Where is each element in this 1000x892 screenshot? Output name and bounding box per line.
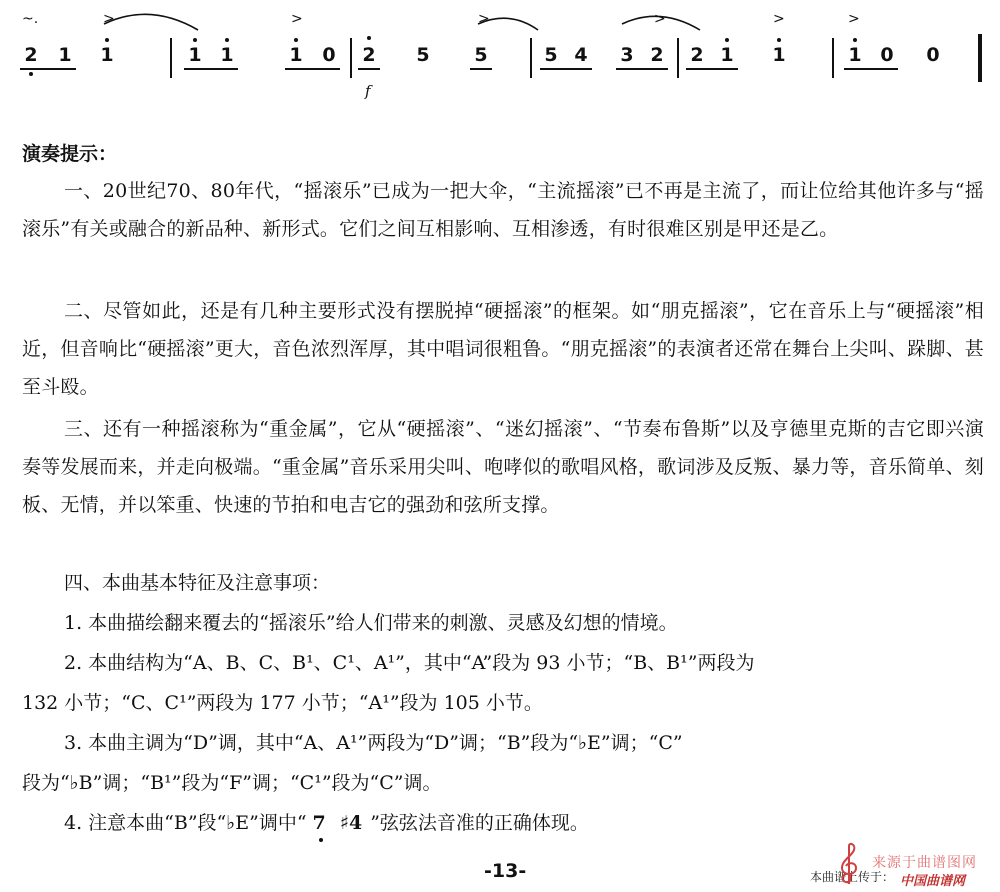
- underline: [20, 68, 76, 70]
- bar-line: [350, 38, 352, 78]
- underline: [358, 68, 380, 70]
- note: 0: [322, 44, 336, 66]
- item-1: 1. 本曲描绘翻来覆去的“摇滚乐”给人们带来的刺激、灵感及幻想的情境。: [64, 612, 678, 634]
- underline: [285, 68, 340, 70]
- brand-watermark: 中国曲谱网: [900, 874, 966, 889]
- bar-line: [677, 38, 679, 78]
- accent-mark: ~.: [22, 11, 39, 27]
- item-4-prefix: 4. 注意本曲“B”段“♭E”调中“: [64, 812, 307, 834]
- note: 1: [58, 44, 72, 66]
- item-3-line-1: 3. 本曲主调为“D”调，其中“A、A¹”两段为“D”调；“B”段为“♭E”调；“C”: [64, 732, 683, 754]
- note: 2: [690, 44, 704, 66]
- item-2-line-2: 132 小节；“C、C¹”两段为 177 小节；“A¹”段为 105 小节。: [22, 692, 543, 714]
- paragraph-2: 二、尽管如此，还是有几种主要形式没有摆脱掉“硬摇滚”的框架。如“朋克摇滚”，它在音乐上与“硬摇滚”相近，但音响比“硬摇滚”更大，音色浓烈浑厚，其中唱词很粗鲁。“朋克摇滚”的表演者还常在舞台上尖叫、跺脚、甚至斗殴。: [22, 300, 984, 398]
- note: 2: [358, 44, 380, 66]
- accent-mark: >: [773, 11, 785, 27]
- accent-mark: >: [654, 11, 666, 27]
- accent-mark: >: [478, 11, 490, 27]
- underline: [686, 68, 738, 70]
- note: 1: [184, 44, 206, 66]
- note: 2: [20, 44, 42, 66]
- underline: [540, 68, 592, 70]
- note: 3: [620, 44, 634, 66]
- accent-mark: >: [848, 11, 860, 27]
- item-4: [64, 808, 589, 838]
- note: 4: [574, 44, 588, 66]
- note: 5: [544, 44, 558, 66]
- notation-note-sharp-4: ♯4: [339, 812, 363, 834]
- dynamic-mark: f: [365, 82, 371, 100]
- underline: [616, 68, 668, 70]
- accent-mark: >: [103, 11, 115, 27]
- item-2-line-1: 2. 本曲结构为“A、B、C、B¹、C¹、A¹”，其中“A”段为 93 小节；“B、B¹”两段为: [64, 652, 755, 674]
- note: 5: [416, 44, 430, 66]
- upload-text: 本曲谱上传于：: [810, 870, 895, 884]
- note: 0: [926, 44, 940, 66]
- note: 1: [768, 44, 790, 66]
- note: 5: [474, 44, 488, 66]
- section-4-heading: 四、本曲基本特征及注意事项：: [64, 572, 331, 594]
- note: 0: [880, 44, 894, 66]
- item-3-line-2: 段为“♭B”调；“B¹”段为“F”调；“C¹”段为“C”调。: [22, 772, 442, 794]
- note: 1: [285, 44, 307, 66]
- note: 1: [844, 44, 866, 66]
- note: 1: [96, 44, 118, 66]
- underline: [184, 68, 238, 70]
- performance-notes-heading: 演奏提示：: [22, 143, 118, 165]
- note: 2: [650, 44, 664, 66]
- note: 1: [716, 44, 738, 66]
- bar-line: [530, 38, 532, 78]
- notation-note-7: 7: [307, 808, 332, 838]
- page-number: -13-: [484, 860, 527, 882]
- item-4-suffix: ”弦弦法音准的正确体现。: [370, 812, 589, 834]
- underline: [844, 68, 898, 70]
- note: 1: [216, 44, 238, 66]
- bar-line: [170, 38, 172, 78]
- music-staff: [0, 0, 1000, 110]
- treble-clef-logo-icon: [836, 842, 862, 886]
- accent-mark: >: [291, 11, 303, 27]
- underline: [470, 68, 492, 70]
- source-watermark: 来源于曲谱图网: [872, 855, 977, 871]
- paragraph-1: 一、20世纪70、80年代，“摇滚乐”已成为一把大伞，“主流摇滚”已不再是主流了，而让位给其他许多与“摇滚乐”有关或融合的新品种、新形式。它们之间互相影响、互相渗透，有时很难区别是甲还是乙。: [22, 180, 984, 240]
- paragraph-3: 三、还有一种摇滚称为“重金属”，它从“硬摇滚”、“迷幻摇滚”、“节奏布鲁斯”以及亨德里克斯的吉它即兴演奏等发展而来，并走向极端。“重金属”音乐采用尖叫、咆哮似的歌唱风格，歌词涉及反叛、暴力等，音乐简单、刻板、无情，并以笨重、快速的节拍和电吉它的强劲和弦所支撑。: [22, 418, 984, 516]
- bar-line: [832, 38, 834, 78]
- final-bar-line: [978, 34, 982, 82]
